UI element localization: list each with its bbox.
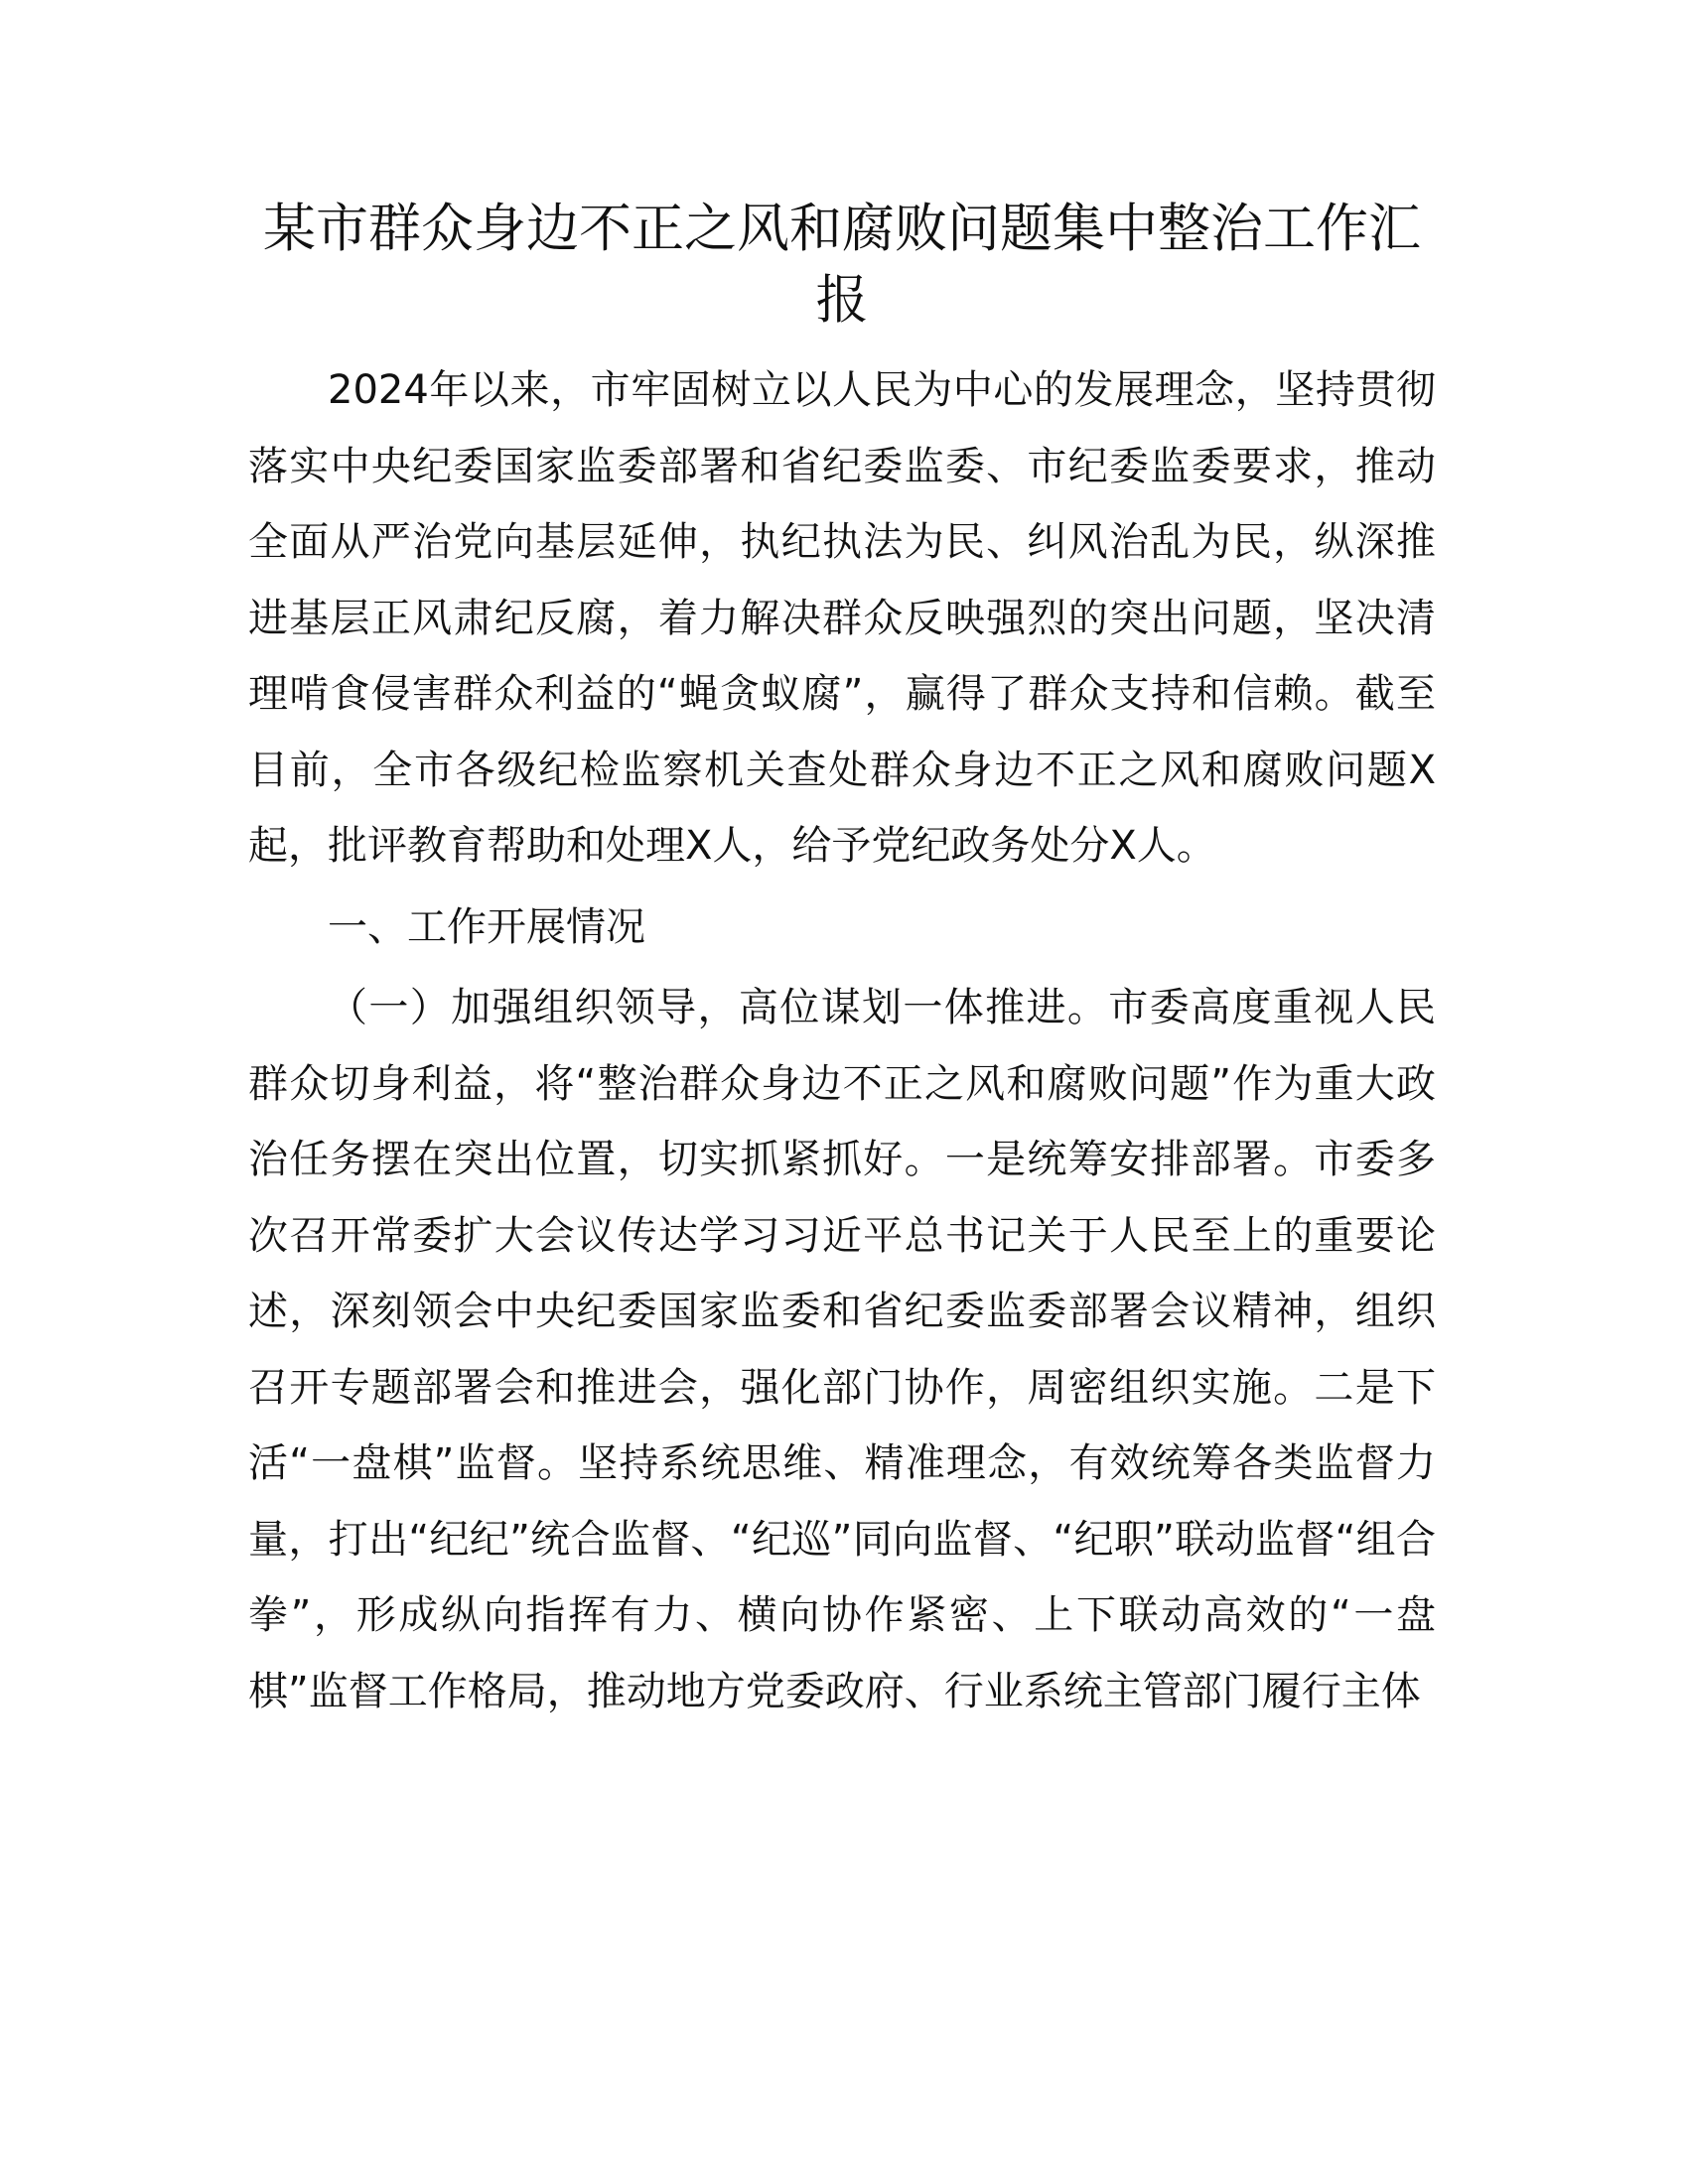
document-title: 某市群众身边不正之风和腐败问题集中整治工作汇报 — [263, 199, 1421, 331]
section-heading: 一、工作开展情况 — [328, 903, 645, 950]
document-page — [248, 194, 1436, 1729]
section-item-paragraph: （一）加强组织领导，高位谋划一体推进。市委高度重视人民群众切身利益，将“整治群众身边不正之风和腐败问题”作为重大政治任务摆在突出位置，切实抓紧抓好。一是统筹安排部署。市委多次召开常委扩大会议传达学习习近平总书记关于人民至上的重要论述，深刻领会中央纪委国家监委和省纪委监委部署会议精神，组织召开专题部署会和推进会，强化部门协作，周密组织实施。二是下活“一盘棋”监督。坚持系统思维、精准理念，有效统筹各类监督力量，打出“纪纪”统合监督、“纪巡”同向监督、“纪职”联动监督“组合拳”，形成纵向指挥有力、横向协作紧密、上下联动高效的“一盘棋”监督工作格局，推动地方党委政府、行业系统主管部门履行主体 — [248, 985, 1436, 1714]
intro-paragraph: 2024年以来，市牢固树立以人民为中心的发展理念，坚持贯彻落实中央纪委国家监委部署和省纪委监委、市纪委监委要求，推动全面从严治党向基层延伸，执纪执法为民、纠风治乱为民，纵深推进基层正风肃纪反腐，着力解决群众反映强烈的突出问题，坚决清理啃食侵害群众利益的“蝇贪蚁腐”，赢得了群众支持和信赖。截至目前，全市各级纪检监察机关查处群众身边不正之风和腐败问题X起，批评教育帮助和处理X人，给予党纪政务处分X人。 — [248, 367, 1436, 869]
